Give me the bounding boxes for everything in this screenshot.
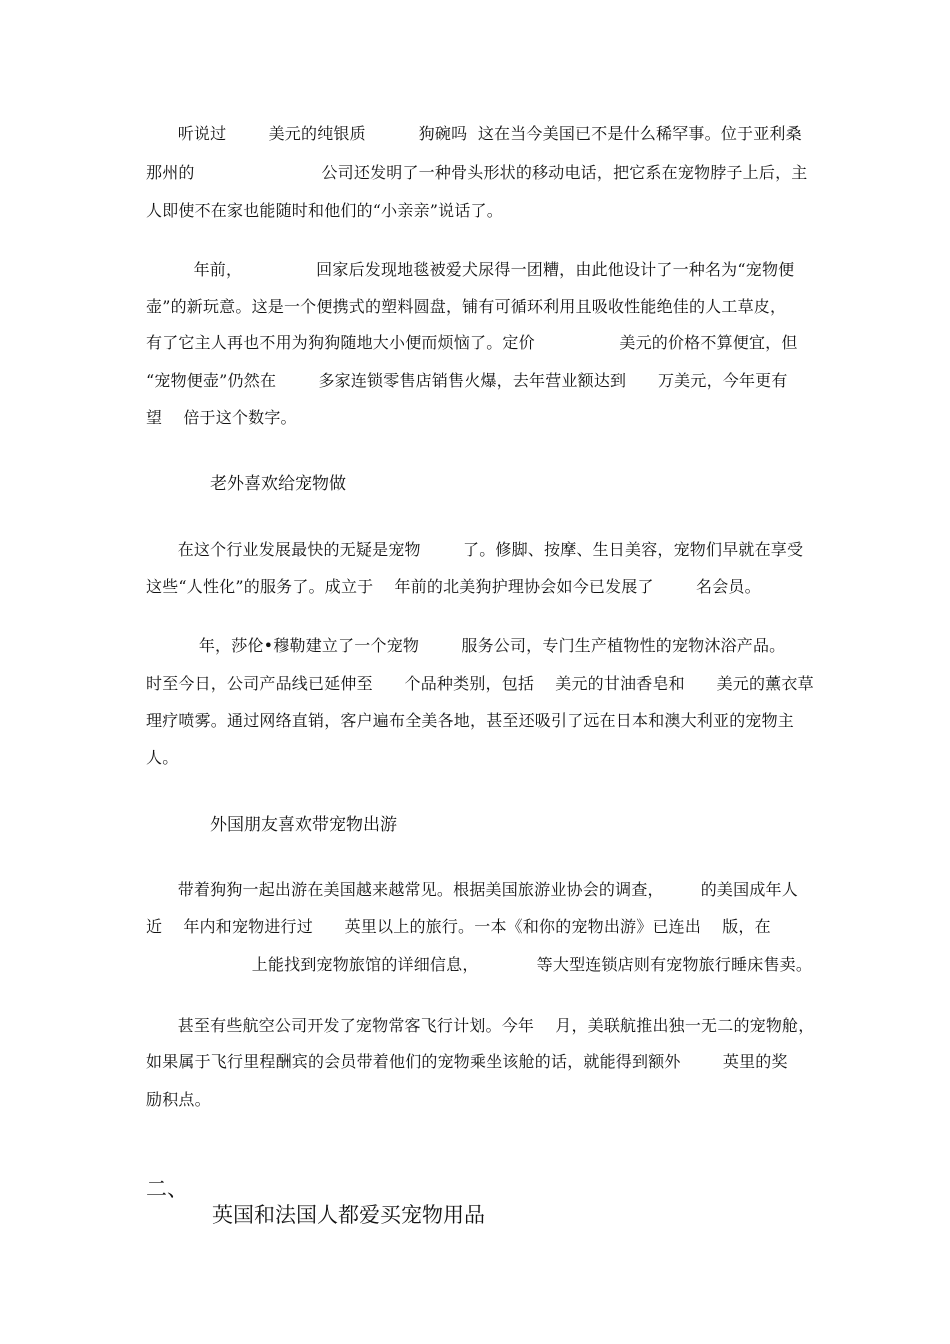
paragraph-6-line-3: 励积点。 bbox=[146, 1090, 211, 1109]
paragraph-1-line-2: 那州的 公司还发明了一种骨头形状的移动电话，把它系在宠物脖子上后，主 bbox=[146, 163, 808, 182]
paragraph-4-line-2: 时至今日，公司产品线已延伸至 个品种类别，包括 美元的甘油香皂和 美元的薰衣草 bbox=[146, 674, 814, 693]
paragraph-1-line-1: 听说过 美元的纯银质 狗碗吗 这在当今美国已不是什么稀罕事。位于亚利桑 bbox=[146, 124, 802, 143]
paragraph-5-line-3: 上能找到宠物旅馆的详细信息， 等大型连锁店则有宠物旅行睡床售卖。 bbox=[146, 955, 813, 974]
paragraph-6-line-1: 甚至有些航空公司开发了宠物常客飞行计划。今年 月，美联航推出独一无二的宠物舱， bbox=[146, 1016, 815, 1035]
paragraph-5-line-1: 带着狗狗一起出游在美国越来越常见。根据美国旅游业协会的调查， 的美国成年人 bbox=[146, 880, 798, 899]
section-number: 二、 bbox=[146, 1177, 188, 1201]
subheading-pet-travel: 外国朋友喜欢带宠物出游 bbox=[210, 815, 397, 835]
paragraph-2-line-3: 有了它主人再也不用为狗狗随地大小便而烦恼了。定价 美元的价格不算便宜，但 bbox=[146, 333, 798, 352]
paragraph-3-line-2: 这些“人性化”的服务了。成立于 年前的北美狗护理协会如今已发展了 名会员。 bbox=[146, 577, 761, 596]
paragraph-5-line-2: 近 年内和宠物进行过 英里以上的旅行。一本《和你的宠物出游》已连出 版，在 bbox=[146, 917, 771, 936]
paragraph-2-line-5: 望 倍于这个数字。 bbox=[146, 408, 297, 427]
paragraph-3-line-1: 在这个行业发展最快的无疑是宠物 了。修脚、按摩、生日美容，宠物们早就在享受 bbox=[146, 540, 804, 559]
paragraph-2-line-2: 壶”的新玩意。这是一个便携式的塑料圆盘，铺有可循环利用且吸收性能绝佳的人工草皮， bbox=[146, 297, 787, 316]
subheading-pet-grooming: 老外喜欢给宠物做 bbox=[210, 474, 346, 494]
paragraph-2-line-1: 年前， 回家后发现地毯被爱犬尿得一团糟，由此他设计了一种名为“宠物便 bbox=[146, 260, 795, 279]
paragraph-2-line-4: “宠物便壶”仍然在 多家连锁零售店销售火爆，去年营业额达到 万美元，今年更有 bbox=[146, 371, 788, 390]
paragraph-1-line-3: 人即使不在家也能随时和他们的“小亲亲”说话了。 bbox=[146, 201, 503, 220]
section-heading bbox=[0, 1150, 950, 1227]
section-title: 英国和法国人都爱买宠物用品 bbox=[212, 1203, 485, 1227]
paragraph-6-line-2: 如果属于飞行里程酬宾的会员带着他们的宠物乘坐该舱的话，就能得到额外 英里的奖 bbox=[146, 1052, 788, 1071]
paragraph-4-line-4: 人。 bbox=[146, 748, 179, 767]
paragraph-4-line-3: 理疗喷雾。通过网络直销，客户遍布全美各地，甚至还吸引了远在日本和澳大利亚的宠物主 bbox=[146, 711, 795, 730]
paragraph-4-line-1: 年，莎伦•穆勒建立了一个宠物 服务公司，专门生产植物性的宠物沐浴产品。 bbox=[146, 636, 786, 655]
